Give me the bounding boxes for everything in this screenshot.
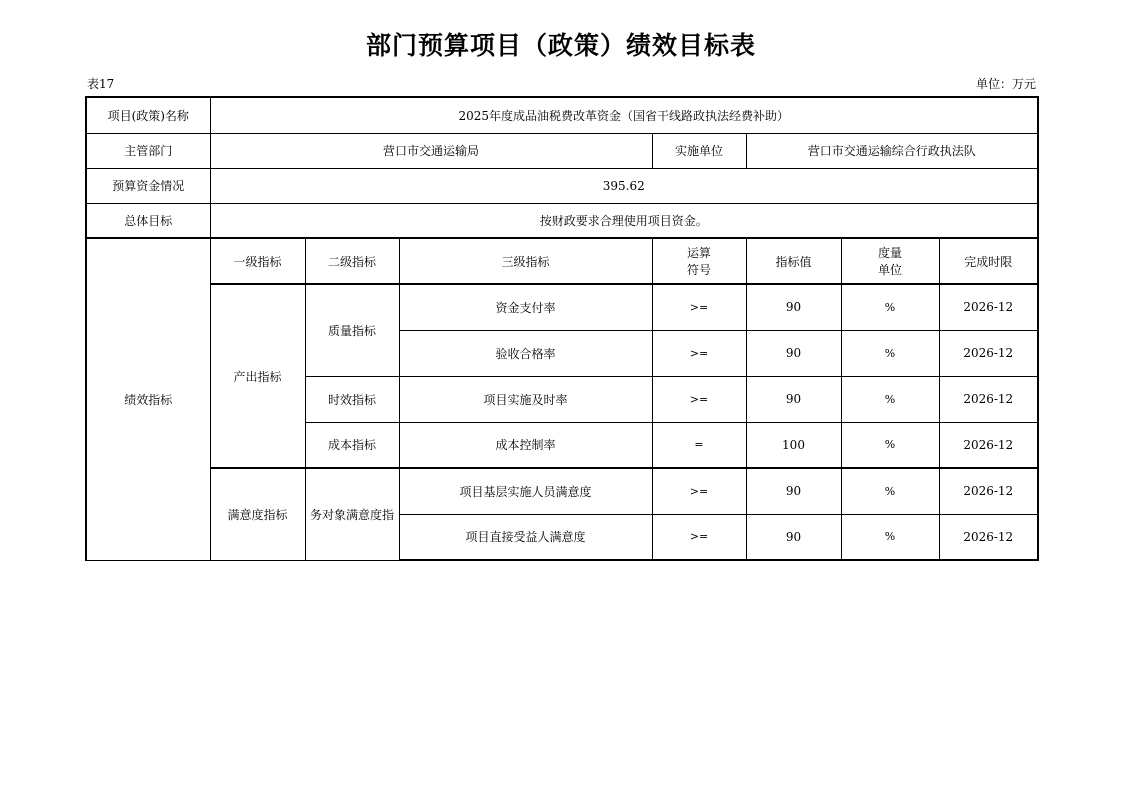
- header-value: 指标值: [746, 238, 841, 284]
- indicator-name: 资金支付率: [399, 284, 652, 330]
- group-satisfaction-indicators: 满意度指标: [210, 468, 305, 560]
- indicator-row: [86, 284, 1038, 330]
- indicator-deadline: 2026-12: [939, 376, 1038, 422]
- indicator-value: 90: [746, 514, 841, 560]
- overall-goal-label: 总体目标: [86, 203, 210, 238]
- indicator-operator: >=: [652, 284, 746, 330]
- indicator-unit: %: [841, 284, 939, 330]
- project-name-label: 项目(政策)名称: [86, 97, 210, 133]
- header-level3: 三级指标: [399, 238, 652, 284]
- subgroup-quality: 质量指标: [305, 284, 399, 376]
- header-unit: [841, 238, 939, 284]
- performance-target-table: [85, 96, 1039, 561]
- header-operator-line2: 符号: [686, 263, 711, 277]
- department-row: [86, 133, 1038, 168]
- header-unit-line1: 度量: [877, 246, 902, 260]
- project-name-value: 2025年度成品油税费改革资金（国省干线路政执法经费补助）: [210, 97, 1038, 133]
- indicator-unit: %: [841, 468, 939, 514]
- unit-label: 单位：万元: [975, 77, 1036, 91]
- indicator-operator: >=: [652, 376, 746, 422]
- indicator-deadline: 2026-12: [939, 514, 1038, 560]
- header-unit-line2: 单位: [877, 263, 902, 277]
- overall-goal-value: 按财政要求合理使用项目资金。: [210, 203, 1038, 238]
- indicator-name: 验收合格率: [399, 330, 652, 376]
- indicator-header-row: [86, 238, 1038, 284]
- indicator-value: 90: [746, 468, 841, 514]
- budget-label: 预算资金情况: [86, 168, 210, 203]
- indicator-unit: %: [841, 422, 939, 468]
- indicator-operator: >=: [652, 330, 746, 376]
- department-label: 主管部门: [86, 133, 210, 168]
- page-title: 部门预算项目（政策）绩效目标表: [365, 31, 756, 60]
- header-level1: 一级指标: [210, 238, 305, 284]
- implementing-unit-value: 营口市交通运输综合行政执法队: [746, 133, 1038, 168]
- indicator-operator: =: [652, 422, 746, 468]
- project-name-row: [86, 97, 1038, 133]
- indicator-operator: >=: [652, 468, 746, 514]
- indicator-deadline: 2026-12: [939, 284, 1038, 330]
- indicator-row: [86, 468, 1038, 514]
- budget-value: 395.62: [210, 168, 1038, 203]
- table-code: 表17: [87, 77, 115, 91]
- indicator-value: 100: [746, 422, 841, 468]
- indicator-value: 90: [746, 284, 841, 330]
- header-operator: [652, 238, 746, 284]
- department-value: 营口市交通运输局: [210, 133, 652, 168]
- indicator-value: 90: [746, 376, 841, 422]
- indicator-operator: >=: [652, 514, 746, 560]
- indicator-unit: %: [841, 330, 939, 376]
- performance-indicators-label: 绩效指标: [86, 238, 210, 560]
- indicator-deadline: 2026-12: [939, 330, 1038, 376]
- indicator-name: 项目直接受益人满意度: [399, 514, 652, 560]
- indicator-value: 90: [746, 330, 841, 376]
- implementing-unit-label: 实施单位: [652, 133, 746, 168]
- group-output-indicators: 产出指标: [210, 284, 305, 468]
- indicator-unit: %: [841, 514, 939, 560]
- subgroup-cost: 成本指标: [305, 422, 399, 468]
- indicator-name: 项目基层实施人员满意度: [399, 468, 652, 514]
- overall-goal-row: [86, 203, 1038, 238]
- indicator-deadline: 2026-12: [939, 422, 1038, 468]
- budget-row: [86, 168, 1038, 203]
- indicator-name: 项目实施及时率: [399, 376, 652, 422]
- subgroup-service-satisfaction: 务对象满意度指: [305, 468, 399, 560]
- indicator-unit: %: [841, 376, 939, 422]
- indicator-deadline: 2026-12: [939, 468, 1038, 514]
- header-operator-line1: 运算: [686, 246, 711, 260]
- header-deadline: 完成时限: [939, 238, 1038, 284]
- header-level2: 二级指标: [305, 238, 399, 284]
- indicator-name: 成本控制率: [399, 422, 652, 468]
- subgroup-timeliness: 时效指标: [305, 376, 399, 422]
